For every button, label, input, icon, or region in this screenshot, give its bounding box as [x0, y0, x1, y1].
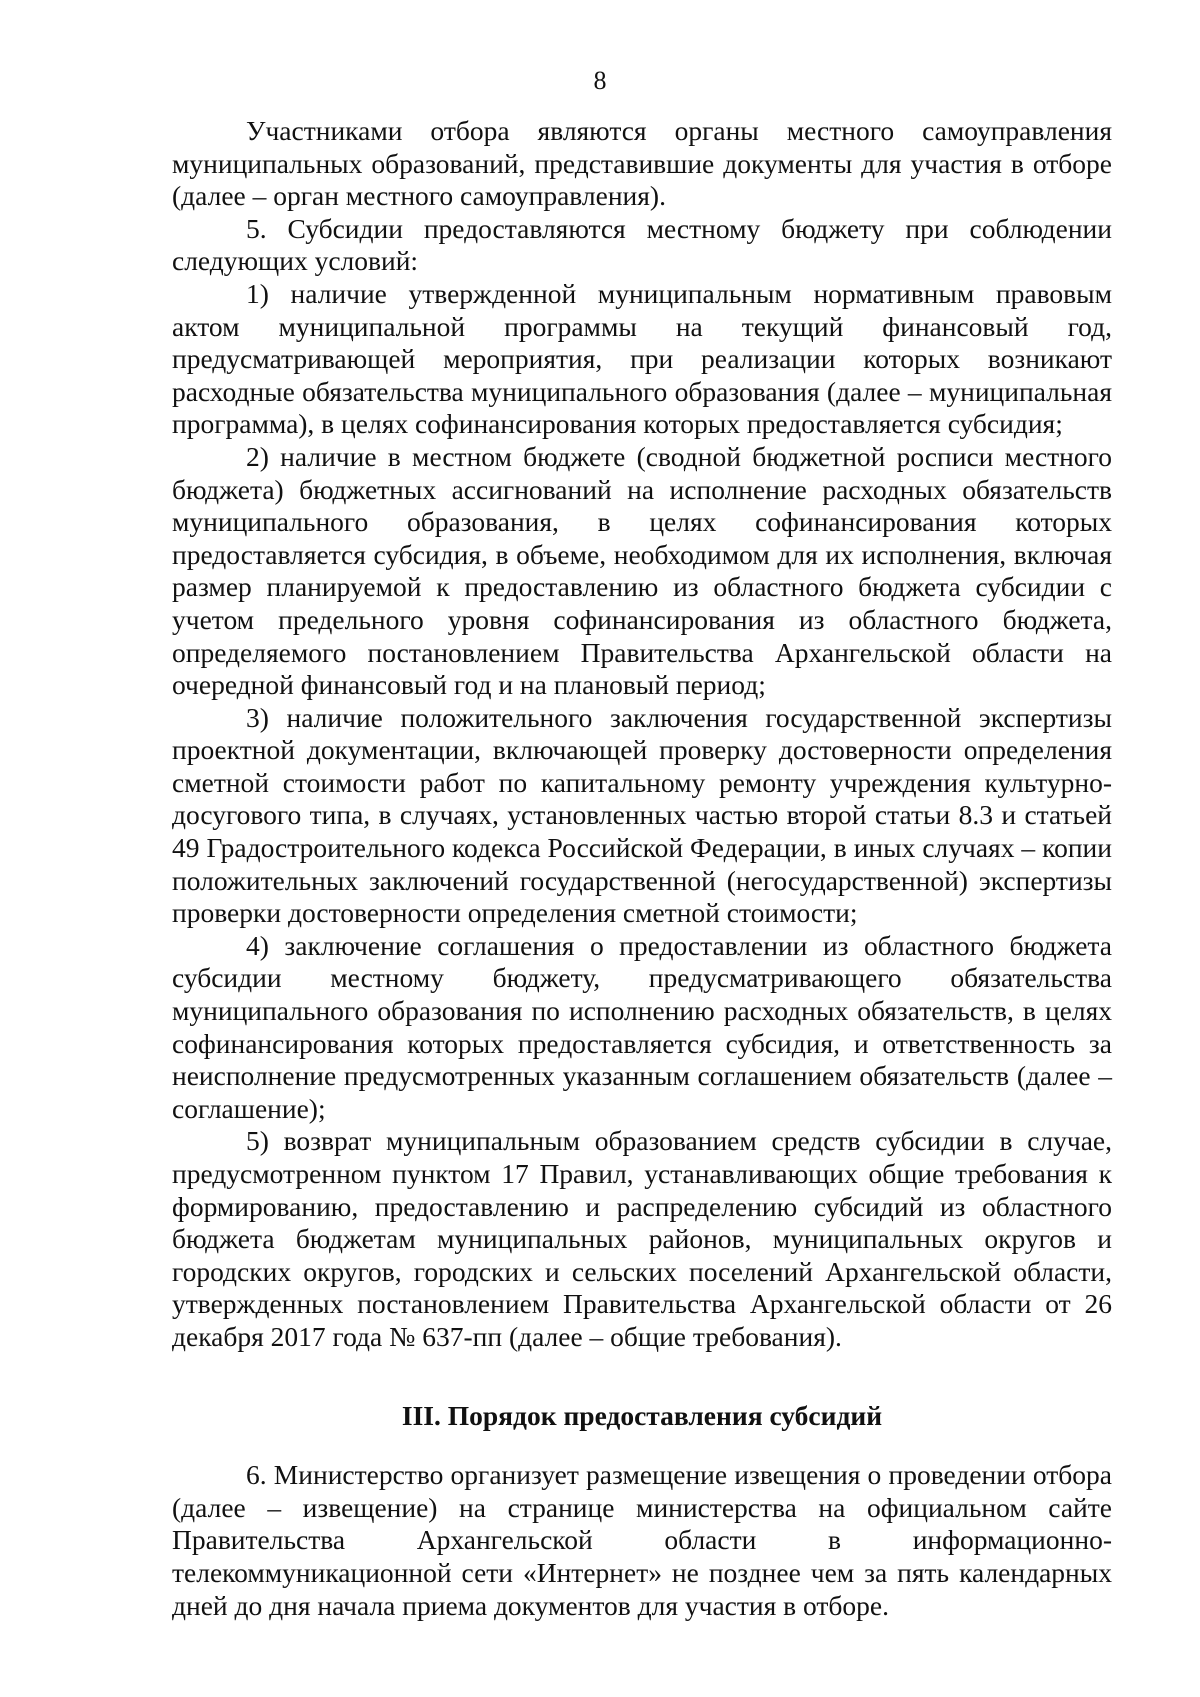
page-number: 8: [593, 66, 607, 95]
paragraph-participants: Участниками отбора являются органы местного самоуправления муниципальных образований, представившие документы для участия в отборе (далее – орган местного самоуправления).: [172, 115, 1112, 212]
paragraph-condition-4: 4) заключение соглашения о предоставлении из областного бюджета субсидии местному бюджету, предусматривающего обязательства муниципального образования по исполнению расходных обязательств, в целях софинансирования которых предоставляется субсидия, и ответственность за неисполнение предусмотренных указанным соглашением обязательств (далее – соглашение);: [172, 929, 1112, 1124]
paragraph-condition-5: 5) возврат муниципальным образованием средств субсидии в случае, предусмотренном пунктом 17 Правил, устанавливающих общие требования к формированию, предоставлению и распределению субсидий из областного бюджета бюджетам муниципальных районов, муниципальных округов и городских округов, городских и сельских поселений Архангельской области, утвержденных постановлением Правительства Архангельской области от 26 декабря 2017 года № 637-пп (далее – общие требования).: [172, 1125, 1112, 1352]
paragraph-item-6: 6. Министерство организует размещение извещения о проведении отбора (далее – извещение) на странице министерства на официальном сайте Правительства Архангельской области в информационно-телекоммуникационной сети «Интернет» не позднее чем за пять календарных дней до дня начала приема документов для участия в отборе.: [172, 1459, 1112, 1621]
paragraph-condition-3: 3) наличие положительного заключения государственной экспертизы проектной документации, включающей проверку достоверности определения сметной стоимости работ по капитальному ремонту учреждения культурно-досугового типа, в случаях, установленных частью второй статьи 8.3 и статьей 49 Градостроительного кодекса Российской Федерации, в иных случаях – копии положительных заключений государственной (негосударственной) экспертизы проверки достоверности определения сметной стоимости;: [172, 701, 1112, 929]
section-heading: III. Порядок предоставления субсидий: [401, 1399, 883, 1431]
paragraph-condition-2: 2) наличие в местном бюджете (сводной бюджетной росписи местного бюджета) бюджетных ассигнований на исполнение расходных обязательств муниципального образования, в целях софинансирования которых предоставляется субсидия, в объеме, необходимом для их исполнения, включая размер планируемой к предоставлению из областного бюджета субсидии с учетом предельного уровня софинансирования из областного бюджета, определяемого постановлением Правительства Архангельской области на очередной финансовый год и на плановый период;: [172, 440, 1112, 701]
paragraph-condition-1: 1) наличие утвержденной муниципальным нормативным правовым актом муниципальной программы на текущий финансовый год, предусматривающей мероприятия, при реализации которых возникают расходные обязательства муниципального образования (далее – муниципальная программа), в целях софинансирования которых предоставляется субсидия;: [172, 277, 1112, 440]
document-body: [172, 115, 1112, 1622]
paragraph-item-5: 5. Субсидии предоставляются местному бюджету при соблюдении следующих условий:: [172, 212, 1112, 277]
